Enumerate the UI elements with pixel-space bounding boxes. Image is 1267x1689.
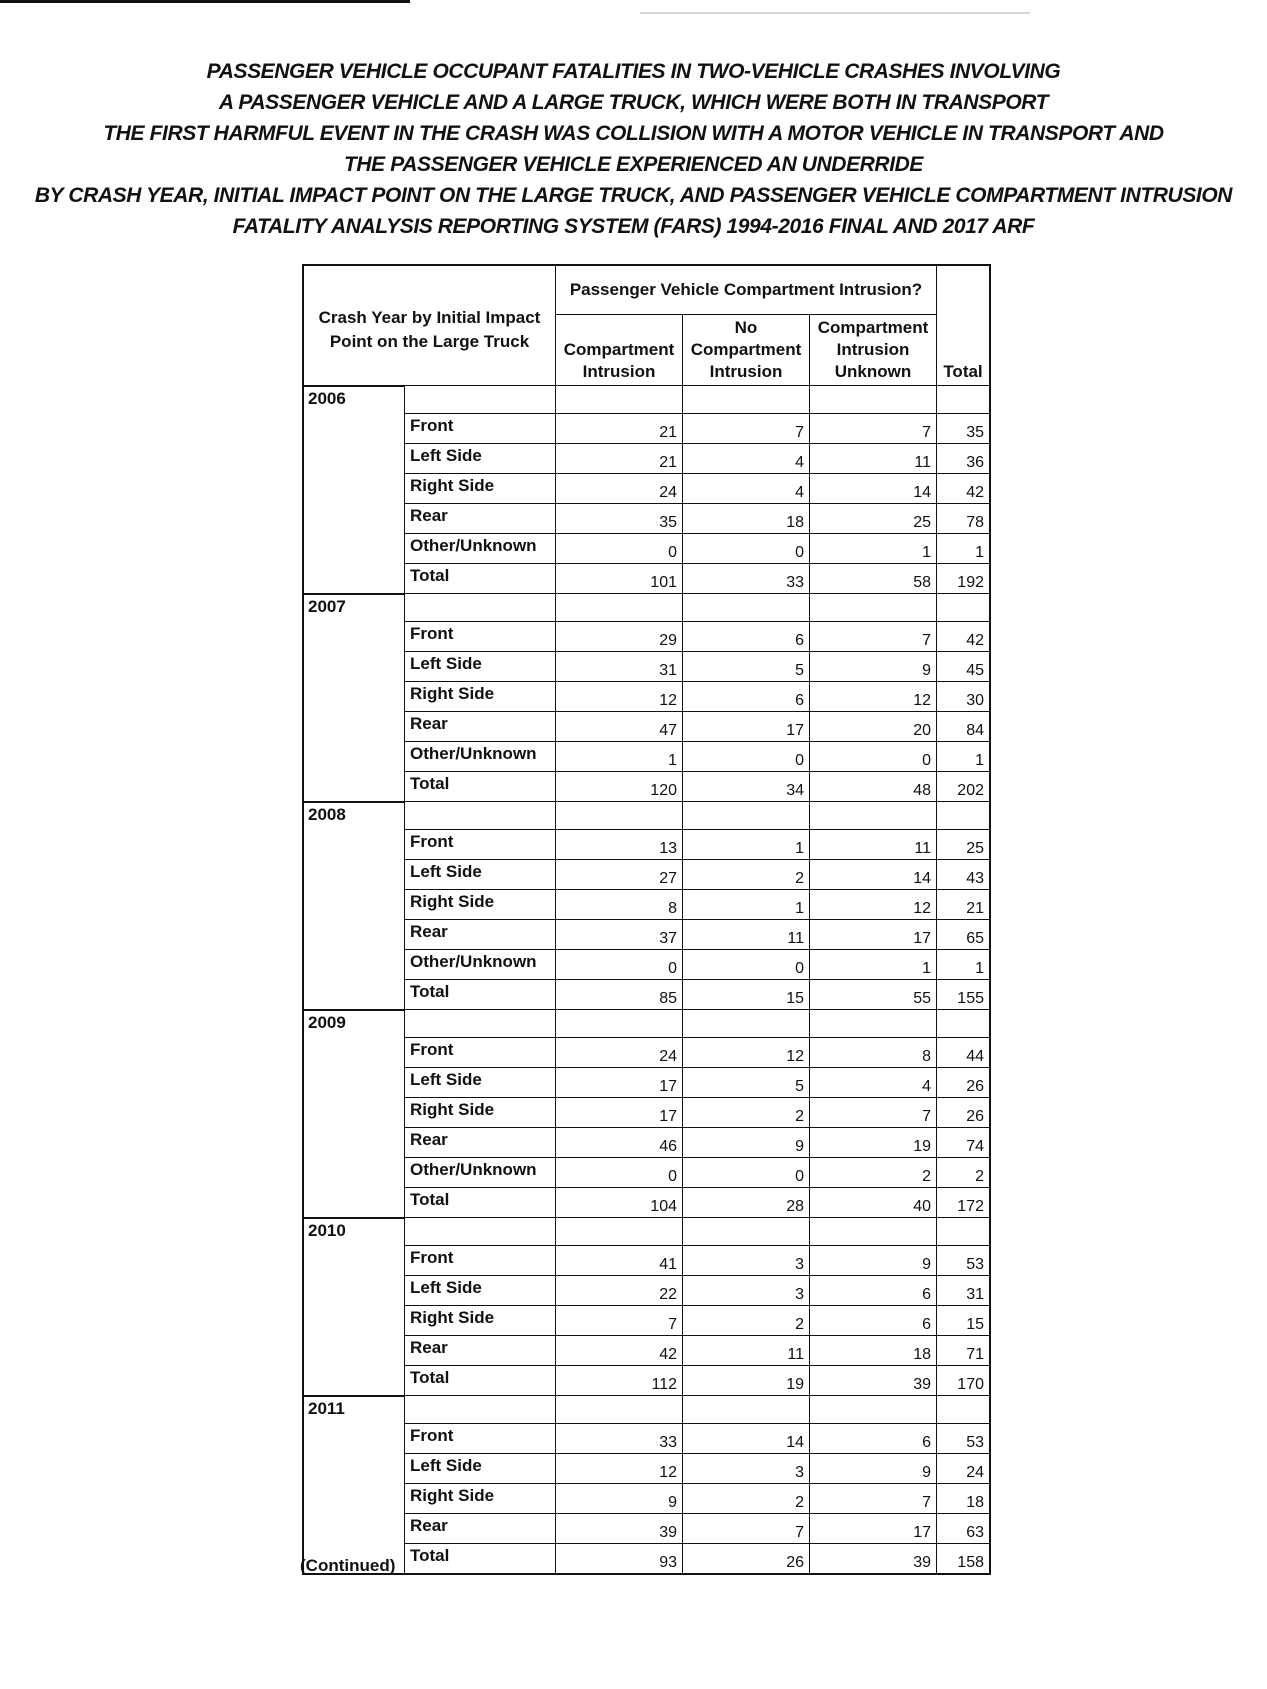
year-label: 2009 bbox=[303, 1010, 405, 1218]
value-cell: 1 bbox=[937, 950, 991, 980]
table-row bbox=[303, 860, 990, 890]
value-cell: 9 bbox=[683, 1128, 810, 1158]
value-cell: 2 bbox=[683, 1484, 810, 1514]
value-cell: 21 bbox=[937, 890, 991, 920]
blank-cell bbox=[810, 1010, 937, 1038]
value-cell: 155 bbox=[937, 980, 991, 1010]
blank-cell bbox=[405, 594, 556, 622]
impact-point-label: Left Side bbox=[405, 652, 556, 682]
impact-point-label: Rear bbox=[405, 1128, 556, 1158]
impact-point-label: Other/Unknown bbox=[405, 742, 556, 772]
year-label: 2007 bbox=[303, 594, 405, 802]
value-cell: 40 bbox=[810, 1188, 937, 1218]
table-row bbox=[303, 1128, 990, 1158]
blank-cell bbox=[810, 802, 937, 830]
value-cell: 58 bbox=[810, 564, 937, 594]
table-row bbox=[303, 414, 990, 444]
value-cell: 42 bbox=[937, 474, 991, 504]
table-row bbox=[303, 1366, 990, 1396]
value-cell: 18 bbox=[683, 504, 810, 534]
value-cell: 12 bbox=[556, 682, 683, 712]
impact-point-label: Rear bbox=[405, 504, 556, 534]
blank-cell bbox=[937, 802, 991, 830]
value-cell: 47 bbox=[556, 712, 683, 742]
table-row bbox=[303, 1188, 990, 1218]
value-cell: 2 bbox=[683, 860, 810, 890]
value-cell: 0 bbox=[556, 534, 683, 564]
title-line-2: A PASSENGER VEHICLE AND A LARGE TRUCK, WHICH WERE BOTH IN TRANSPORT bbox=[218, 91, 1049, 114]
value-cell: 33 bbox=[556, 1424, 683, 1454]
blank-cell bbox=[810, 386, 937, 414]
group-header: Passenger Vehicle Compartment Intrusion? bbox=[556, 265, 937, 315]
value-cell: 17 bbox=[683, 712, 810, 742]
value-cell: 19 bbox=[683, 1366, 810, 1396]
year-header-row bbox=[303, 802, 990, 830]
blank-cell bbox=[405, 386, 556, 414]
blank-cell bbox=[683, 802, 810, 830]
table-row bbox=[303, 1424, 990, 1454]
impact-point-label: Front bbox=[405, 1424, 556, 1454]
blank-cell bbox=[556, 1396, 683, 1424]
blank-cell bbox=[683, 1218, 810, 1246]
table-row bbox=[303, 1306, 990, 1336]
value-cell: 9 bbox=[810, 1454, 937, 1484]
table-row bbox=[303, 712, 990, 742]
year-header-row bbox=[303, 1010, 990, 1038]
value-cell: 30 bbox=[937, 682, 991, 712]
table-row bbox=[303, 1038, 990, 1068]
table-row bbox=[303, 1484, 990, 1514]
value-cell: 0 bbox=[683, 950, 810, 980]
impact-point-label: Total bbox=[405, 1544, 556, 1575]
impact-point-label: Total bbox=[405, 980, 556, 1010]
blank-cell bbox=[556, 1218, 683, 1246]
value-cell: 0 bbox=[556, 1158, 683, 1188]
impact-point-label: Total bbox=[405, 1188, 556, 1218]
impact-point-label: Rear bbox=[405, 1336, 556, 1366]
value-cell: 12 bbox=[556, 1454, 683, 1484]
title-line-6: FATALITY ANALYSIS REPORTING SYSTEM (FARS) 1994-2016 FINAL AND 2017 ARF bbox=[232, 215, 1035, 238]
value-cell: 15 bbox=[683, 980, 810, 1010]
value-cell: 18 bbox=[810, 1336, 937, 1366]
blank-cell bbox=[683, 1396, 810, 1424]
table-row bbox=[303, 890, 990, 920]
value-cell: 85 bbox=[556, 980, 683, 1010]
value-cell: 36 bbox=[937, 444, 991, 474]
value-cell: 9 bbox=[810, 1246, 937, 1276]
value-cell: 1 bbox=[810, 950, 937, 980]
value-cell: 12 bbox=[810, 682, 937, 712]
value-cell: 63 bbox=[937, 1514, 991, 1544]
value-cell: 7 bbox=[683, 414, 810, 444]
impact-point-label: Front bbox=[405, 830, 556, 860]
title-line-4: THE PASSENGER VEHICLE EXPERIENCED AN UNDERRIDE bbox=[343, 153, 924, 176]
value-cell: 17 bbox=[556, 1098, 683, 1128]
value-cell: 0 bbox=[683, 1158, 810, 1188]
year-label: 2011 bbox=[303, 1396, 405, 1575]
impact-point-label: Front bbox=[405, 622, 556, 652]
table-row bbox=[303, 682, 990, 712]
value-cell: 78 bbox=[937, 504, 991, 534]
impact-point-label: Front bbox=[405, 414, 556, 444]
value-cell: 12 bbox=[810, 890, 937, 920]
value-cell: 19 bbox=[810, 1128, 937, 1158]
table-row bbox=[303, 1158, 990, 1188]
value-cell: 53 bbox=[937, 1424, 991, 1454]
value-cell: 28 bbox=[683, 1188, 810, 1218]
value-cell: 20 bbox=[810, 712, 937, 742]
impact-point-label: Right Side bbox=[405, 1484, 556, 1514]
value-cell: 44 bbox=[937, 1038, 991, 1068]
year-header-row bbox=[303, 594, 990, 622]
value-cell: 6 bbox=[810, 1306, 937, 1336]
blank-cell bbox=[810, 594, 937, 622]
blank-cell bbox=[683, 386, 810, 414]
table-row bbox=[303, 534, 990, 564]
blank-cell bbox=[810, 1218, 937, 1246]
impact-point-label: Total bbox=[405, 772, 556, 802]
value-cell: 24 bbox=[556, 474, 683, 504]
value-cell: 65 bbox=[937, 920, 991, 950]
value-cell: 26 bbox=[937, 1098, 991, 1128]
table-row bbox=[303, 772, 990, 802]
value-cell: 4 bbox=[683, 474, 810, 504]
value-cell: 1 bbox=[683, 830, 810, 860]
value-cell: 31 bbox=[937, 1276, 991, 1306]
table-body bbox=[303, 386, 990, 1575]
table-row bbox=[303, 950, 990, 980]
value-cell: 17 bbox=[556, 1068, 683, 1098]
value-cell: 11 bbox=[810, 444, 937, 474]
value-cell: 3 bbox=[683, 1246, 810, 1276]
table-row bbox=[303, 920, 990, 950]
table-row bbox=[303, 1098, 990, 1128]
blank-cell bbox=[405, 1010, 556, 1038]
value-cell: 71 bbox=[937, 1336, 991, 1366]
value-cell: 1 bbox=[810, 534, 937, 564]
impact-point-label: Left Side bbox=[405, 1068, 556, 1098]
value-cell: 2 bbox=[683, 1306, 810, 1336]
impact-point-label: Right Side bbox=[405, 682, 556, 712]
table-row bbox=[303, 1336, 990, 1366]
col-header-no-intrusion: No Compartment Intrusion bbox=[683, 315, 810, 386]
col-header-total: Total bbox=[937, 265, 991, 386]
value-cell: 42 bbox=[556, 1336, 683, 1366]
blank-cell bbox=[556, 1010, 683, 1038]
title-line-1: PASSENGER VEHICLE OCCUPANT FATALITIES IN TWO-VEHICLE CRASHES INVOLVING bbox=[206, 60, 1061, 83]
impact-point-label: Other/Unknown bbox=[405, 950, 556, 980]
impact-point-label: Total bbox=[405, 1366, 556, 1396]
value-cell: 112 bbox=[556, 1366, 683, 1396]
value-cell: 0 bbox=[556, 950, 683, 980]
title-line-3: THE FIRST HARMFUL EVENT IN THE CRASH WAS COLLISION WITH A MOTOR VEHICLE IN TRANSPORT AND bbox=[103, 122, 1164, 145]
stub-header: Crash Year by Initial Impact Point on the Large Truck bbox=[303, 265, 556, 386]
value-cell: 46 bbox=[556, 1128, 683, 1158]
value-cell: 2 bbox=[937, 1158, 991, 1188]
blank-cell bbox=[937, 1218, 991, 1246]
value-cell: 48 bbox=[810, 772, 937, 802]
value-cell: 9 bbox=[810, 652, 937, 682]
impact-point-label: Left Side bbox=[405, 444, 556, 474]
table-row bbox=[303, 652, 990, 682]
impact-point-label: Right Side bbox=[405, 1306, 556, 1336]
col-header-intrusion-unknown: Compartment Intrusion Unknown bbox=[810, 315, 937, 386]
value-cell: 43 bbox=[937, 860, 991, 890]
value-cell: 25 bbox=[810, 504, 937, 534]
scan-top-edge bbox=[0, 0, 410, 3]
value-cell: 25 bbox=[937, 830, 991, 860]
table-row bbox=[303, 564, 990, 594]
impact-point-label: Other/Unknown bbox=[405, 534, 556, 564]
value-cell: 5 bbox=[683, 1068, 810, 1098]
table-row bbox=[303, 1068, 990, 1098]
table-row bbox=[303, 444, 990, 474]
impact-point-label: Other/Unknown bbox=[405, 1158, 556, 1188]
blank-cell bbox=[810, 1396, 937, 1424]
blank-cell bbox=[556, 386, 683, 414]
value-cell: 11 bbox=[683, 920, 810, 950]
impact-point-label: Right Side bbox=[405, 890, 556, 920]
value-cell: 6 bbox=[810, 1276, 937, 1306]
value-cell: 4 bbox=[810, 1068, 937, 1098]
value-cell: 6 bbox=[810, 1424, 937, 1454]
impact-point-label: Left Side bbox=[405, 860, 556, 890]
value-cell: 18 bbox=[937, 1484, 991, 1514]
value-cell: 7 bbox=[810, 1484, 937, 1514]
value-cell: 84 bbox=[937, 712, 991, 742]
value-cell: 7 bbox=[556, 1306, 683, 1336]
impact-point-label: Front bbox=[405, 1246, 556, 1276]
year-header-row bbox=[303, 1396, 990, 1424]
impact-point-label: Left Side bbox=[405, 1454, 556, 1484]
value-cell: 2 bbox=[810, 1158, 937, 1188]
col-header-intrusion: Compartment Intrusion bbox=[556, 315, 683, 386]
year-header-row bbox=[303, 386, 990, 414]
value-cell: 53 bbox=[937, 1246, 991, 1276]
table-row bbox=[303, 504, 990, 534]
value-cell: 39 bbox=[810, 1366, 937, 1396]
table-row bbox=[303, 1514, 990, 1544]
value-cell: 21 bbox=[556, 444, 683, 474]
value-cell: 3 bbox=[683, 1454, 810, 1484]
value-cell: 0 bbox=[683, 742, 810, 772]
value-cell: 26 bbox=[937, 1068, 991, 1098]
value-cell: 21 bbox=[556, 414, 683, 444]
value-cell: 1 bbox=[556, 742, 683, 772]
value-cell: 13 bbox=[556, 830, 683, 860]
blank-cell bbox=[937, 386, 991, 414]
table-row bbox=[303, 1276, 990, 1306]
value-cell: 39 bbox=[556, 1514, 683, 1544]
impact-point-label: Right Side bbox=[405, 474, 556, 504]
value-cell: 26 bbox=[683, 1544, 810, 1575]
blank-cell bbox=[937, 1010, 991, 1038]
value-cell: 1 bbox=[683, 890, 810, 920]
year-header-row bbox=[303, 1218, 990, 1246]
value-cell: 24 bbox=[937, 1454, 991, 1484]
value-cell: 34 bbox=[683, 772, 810, 802]
value-cell: 93 bbox=[556, 1544, 683, 1575]
value-cell: 17 bbox=[810, 920, 937, 950]
title-line-5: BY CRASH YEAR, INITIAL IMPACT POINT ON THE LARGE TRUCK, AND PASSENGER VEHICLE COMPARTMENT INTRUSION bbox=[34, 184, 1233, 207]
value-cell: 7 bbox=[683, 1514, 810, 1544]
value-cell: 14 bbox=[810, 474, 937, 504]
value-cell: 74 bbox=[937, 1128, 991, 1158]
value-cell: 104 bbox=[556, 1188, 683, 1218]
value-cell: 8 bbox=[556, 890, 683, 920]
value-cell: 11 bbox=[683, 1336, 810, 1366]
impact-point-label: Rear bbox=[405, 920, 556, 950]
scan-smudge bbox=[640, 12, 1030, 14]
value-cell: 29 bbox=[556, 622, 683, 652]
value-cell: 27 bbox=[556, 860, 683, 890]
value-cell: 45 bbox=[937, 652, 991, 682]
value-cell: 14 bbox=[810, 860, 937, 890]
value-cell: 101 bbox=[556, 564, 683, 594]
value-cell: 6 bbox=[683, 682, 810, 712]
year-label: 2010 bbox=[303, 1218, 405, 1396]
document-title bbox=[20, 56, 1247, 242]
value-cell: 41 bbox=[556, 1246, 683, 1276]
value-cell: 24 bbox=[556, 1038, 683, 1068]
value-cell: 9 bbox=[556, 1484, 683, 1514]
value-cell: 192 bbox=[937, 564, 991, 594]
value-cell: 7 bbox=[810, 414, 937, 444]
value-cell: 33 bbox=[683, 564, 810, 594]
blank-cell bbox=[405, 802, 556, 830]
value-cell: 39 bbox=[810, 1544, 937, 1575]
value-cell: 12 bbox=[683, 1038, 810, 1068]
value-cell: 42 bbox=[937, 622, 991, 652]
value-cell: 170 bbox=[937, 1366, 991, 1396]
value-cell: 172 bbox=[937, 1188, 991, 1218]
value-cell: 7 bbox=[810, 1098, 937, 1128]
blank-cell bbox=[937, 1396, 991, 1424]
year-label: 2008 bbox=[303, 802, 405, 1010]
blank-cell bbox=[556, 802, 683, 830]
value-cell: 8 bbox=[810, 1038, 937, 1068]
table-row bbox=[303, 1454, 990, 1484]
blank-cell bbox=[405, 1396, 556, 1424]
value-cell: 7 bbox=[810, 622, 937, 652]
value-cell: 158 bbox=[937, 1544, 991, 1575]
value-cell: 1 bbox=[937, 742, 991, 772]
impact-point-label: Front bbox=[405, 1038, 556, 1068]
blank-cell bbox=[937, 594, 991, 622]
blank-cell bbox=[683, 1010, 810, 1038]
table-row bbox=[303, 1544, 990, 1575]
impact-point-label: Total bbox=[405, 564, 556, 594]
blank-cell bbox=[683, 594, 810, 622]
value-cell: 1 bbox=[937, 534, 991, 564]
value-cell: 2 bbox=[683, 1098, 810, 1128]
value-cell: 3 bbox=[683, 1276, 810, 1306]
value-cell: 15 bbox=[937, 1306, 991, 1336]
impact-point-label: Right Side bbox=[405, 1098, 556, 1128]
impact-point-label: Left Side bbox=[405, 1276, 556, 1306]
table-row bbox=[303, 742, 990, 772]
value-cell: 17 bbox=[810, 1514, 937, 1544]
impact-point-label: Rear bbox=[405, 1514, 556, 1544]
value-cell: 14 bbox=[683, 1424, 810, 1454]
table-row bbox=[303, 830, 990, 860]
value-cell: 37 bbox=[556, 920, 683, 950]
value-cell: 4 bbox=[683, 444, 810, 474]
impact-point-label: Rear bbox=[405, 712, 556, 742]
continued-note: (Continued) bbox=[300, 1556, 396, 1575]
value-cell: 0 bbox=[683, 534, 810, 564]
table-row bbox=[303, 622, 990, 652]
value-cell: 5 bbox=[683, 652, 810, 682]
value-cell: 55 bbox=[810, 980, 937, 1010]
table-row bbox=[303, 980, 990, 1010]
value-cell: 11 bbox=[810, 830, 937, 860]
blank-cell bbox=[405, 1218, 556, 1246]
blank-cell bbox=[556, 594, 683, 622]
value-cell: 0 bbox=[810, 742, 937, 772]
table-header bbox=[303, 265, 990, 386]
value-cell: 35 bbox=[937, 414, 991, 444]
value-cell: 35 bbox=[556, 504, 683, 534]
table-row bbox=[303, 1246, 990, 1276]
value-cell: 202 bbox=[937, 772, 991, 802]
value-cell: 120 bbox=[556, 772, 683, 802]
year-label: 2006 bbox=[303, 386, 405, 594]
fatalities-table bbox=[302, 264, 991, 1575]
value-cell: 31 bbox=[556, 652, 683, 682]
value-cell: 6 bbox=[683, 622, 810, 652]
table-row bbox=[303, 474, 990, 504]
value-cell: 22 bbox=[556, 1276, 683, 1306]
